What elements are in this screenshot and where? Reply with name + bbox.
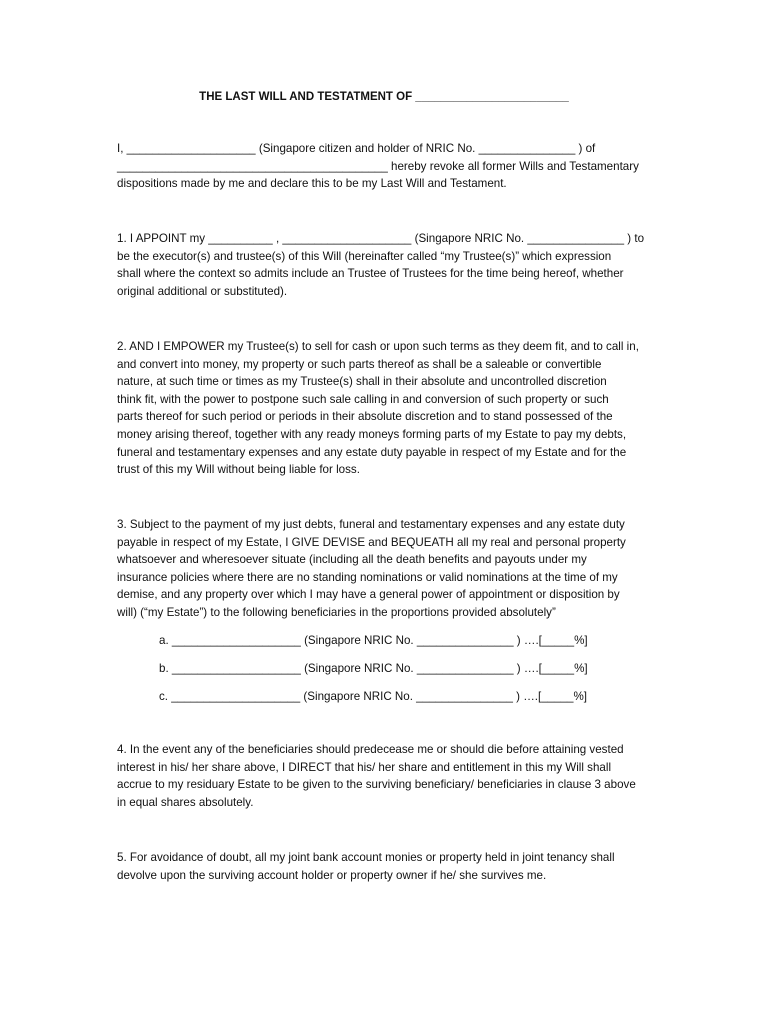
clause-5-line: 5. For avoidance of doubt, all my joint bank account monies or property held in joint tenancy shall (117, 851, 615, 864)
beneficiary-b: b. ____________________ (Singapore NRIC No. _______________ ) ….[_____%] (159, 662, 588, 675)
clause-1-line: 1. I APPOINT my __________ , ____________________ (Singapore NRIC No. _______________ ) to (117, 232, 645, 245)
beneficiary-c: c. ____________________ (Singapore NRIC No. _______________ ) ….[_____%] (159, 690, 588, 703)
clause-2-line: funeral and testamentary expenses and any estate duty payable in respect of my Estate and for the (117, 445, 627, 459)
intro-line: __________________________________________ hereby revoke all former Wills and Testamentary (117, 159, 639, 173)
clause-2-line: parts thereof for such period or periods in their absolute discretion and to stand possessed of the (117, 410, 613, 424)
intro-line: I, ____________________ (Singapore citizen and holder of NRIC No. _______________ ) of (117, 142, 596, 155)
clause-3-line: insurance policies where there are no standing nominations or valid nominations at the time of my (117, 570, 618, 584)
clause-3-line: whatsoever and wheresoever situate (including all the death benefits and payouts under my (117, 553, 587, 567)
clause-1-paragraph (117, 230, 657, 300)
clause-2-line: money arising thereof, together with any ready moneys forming parts of my Estate to pay my debts, (117, 427, 627, 441)
clause-2-line: think fit, with the power to postpone such sale calling in and conversion of such property or such (117, 392, 609, 406)
clause-3-line: will) (“my Estate”) to the following beneficiaries in the proportions provided absolutely” (117, 605, 556, 619)
clause-3-line: 3. Subject to the payment of my just debts, funeral and testamentary expenses and any estate duty (117, 518, 625, 531)
clause-2-line: trust of this my Will without being liable for loss. (117, 463, 360, 477)
clause-4-line: 4. In the event any of the beneficiaries should predecease me or should die before attaining vested (117, 743, 624, 756)
beneficiary-a: a. ____________________ (Singapore NRIC No. _______________ ) ….[_____%] (159, 634, 588, 647)
clause-4-line: accrue to my residuary Estate to be given to the surviving beneficiary/ beneficiaries in clause 3 above (117, 778, 636, 792)
clause-1-line: shall where the context so admits include an Trustee of Trustees for the time being hereof, whether (117, 267, 624, 281)
clause-2-line: and convert into money, my property or such parts thereof as shall be a saleable or convertible (117, 357, 602, 371)
clause-1-line: be the executor(s) and trustee(s) of this Will (hereinafter called “my Trustee(s)” which expression (117, 249, 612, 263)
clause-5-paragraph (117, 849, 657, 884)
clause-4-line: in equal shares absolutely. (117, 795, 254, 809)
clause-3-line: payable in respect of my Estate, I GIVE DEVISE and BEQUEATH all my real and personal property (117, 535, 626, 549)
clause-2-line: 2. AND I EMPOWER my Trustee(s) to sell for cash or upon such terms as they deem fit, and to call in, (117, 340, 639, 353)
intro-line: dispositions made by me and declare this to be my Last Will and Testament. (117, 177, 507, 191)
document-title: THE LAST WILL AND TESTATMENT OF ________________________ (199, 91, 569, 103)
clause-1-line: original additional or substituted). (117, 284, 288, 298)
clause-4-paragraph (117, 741, 657, 811)
clause-2-paragraph (117, 338, 657, 479)
clause-4-line: interest in his/ her share above, I DIRECT that his/ her share and entitlement in this my Will shall (117, 760, 612, 774)
intro-paragraph (117, 140, 657, 193)
clause-2-line: nature, at such time or times as my Trustee(s) shall in their absolute and uncontrolled discretion (117, 375, 607, 389)
clause-3-line: demise, and any property over which I may have a general power of appointment or disposition by (117, 588, 620, 602)
clause-3-paragraph (117, 516, 657, 622)
clause-5-line: devolve upon the surviving account holder or property owner if he/ she survives me. (117, 868, 547, 882)
